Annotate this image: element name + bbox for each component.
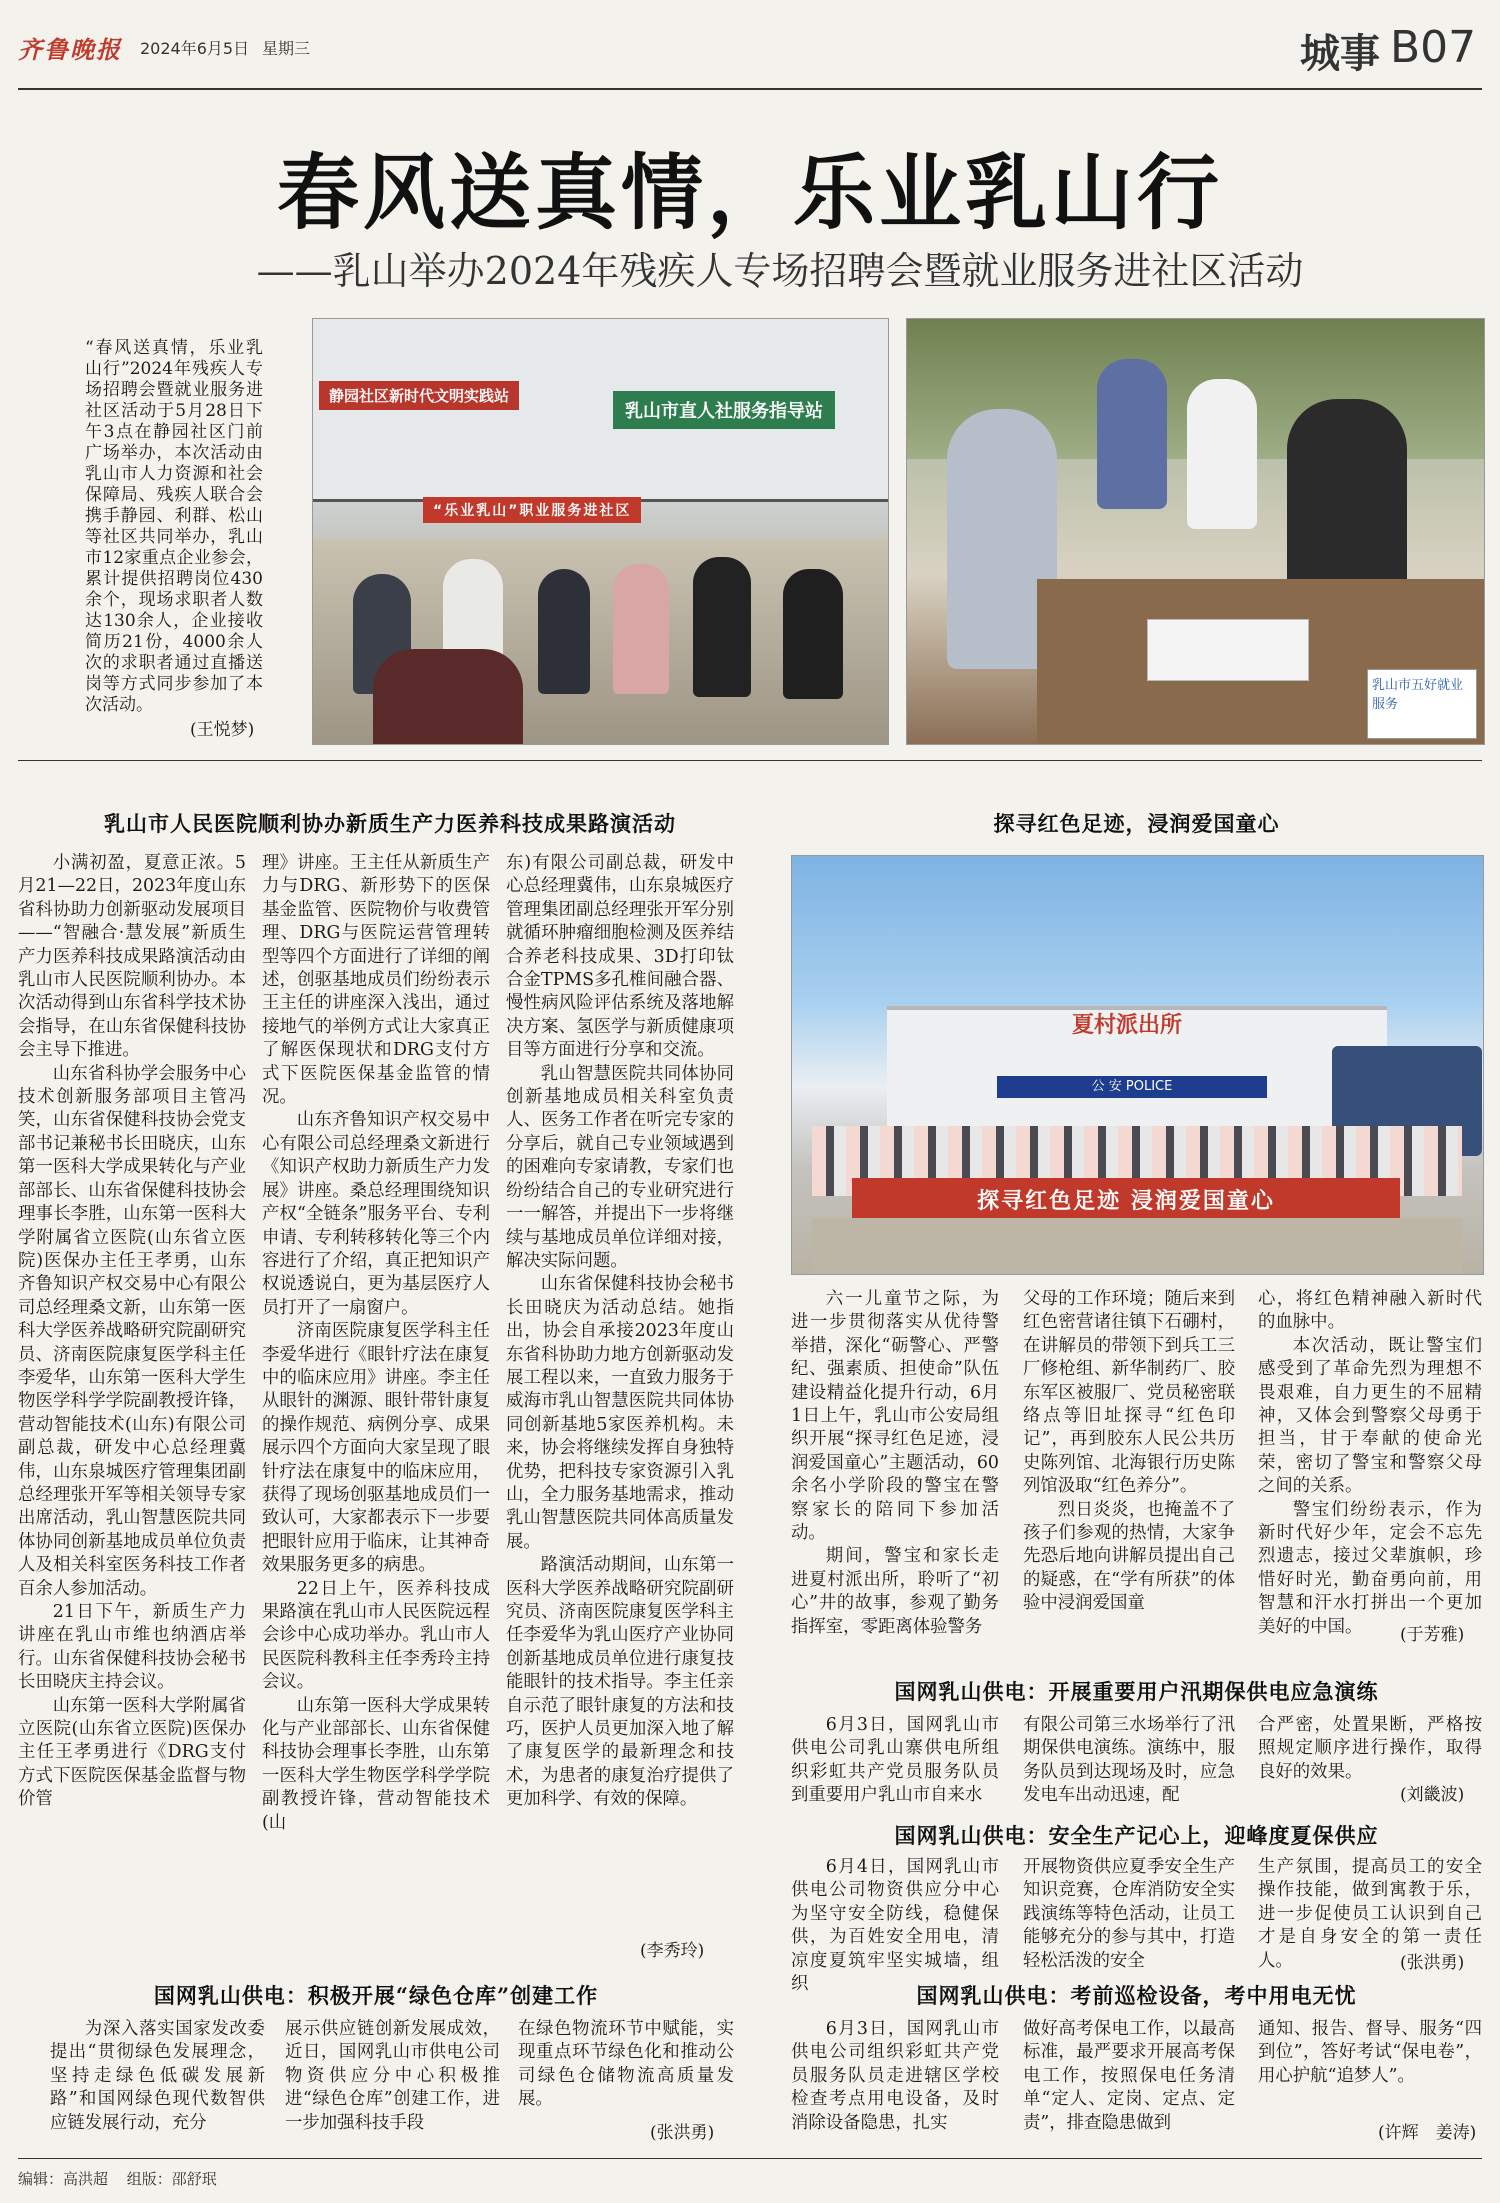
green-col-1 — [50, 2018, 265, 2138]
paragraph: 山东第一医科大学附属省立医院(山东省立医院)医保办主任王孝勇进行《DRG支付方式下医院医保基金监督与物价管 — [18, 1695, 246, 1810]
paragraph: 山东齐鲁知识产权交易中心有限公司总经理桑文新进行《知识产权助力新质生产力发展》讲座。桑总经理围绕知识产权“全链条”服务平台、专利申请、专利转移转化等三个内容进行了介绍，真正把知识产权说透说白，更为基层医疗人员打开了一扇窗户。 — [262, 1110, 490, 1318]
hospital-author: (李秀玲) — [640, 1941, 705, 1961]
paragraph: 山东第一医科大学成果转化与产业部部长、山东省保健科技协会理事长李胜，山东第一医科大学生物医学科学学院副教授许锋，营动智能技术(山 — [262, 1695, 490, 1833]
red-banner: 探寻红色足迹 浸润爱国童心 — [852, 1178, 1400, 1221]
event-banner: “乐业乳山”职业服务进社区 — [423, 497, 641, 523]
paragraph: 山东省保健科技协会秘书长田晓庆为活动总结。她指出，协会自承接2023年度山东省科协助力地方创新驱动发展工程以来，一直致力服务于威海市乳山智慧医院共同体协同创新基地5家医养机构。未来，协会将继续发挥自身独特优势，把科技专家资源引入乳山，全力服务基地需求，推动乳山智慧医院共同体高质量发展。 — [506, 1274, 734, 1552]
person-figure — [373, 649, 523, 744]
red-col-1 — [791, 1288, 999, 1648]
main-subhead: ——乳山举办2024年残疾人专场招聘会暨就业服务进社区活动 — [256, 249, 1304, 293]
person-figure — [1287, 399, 1407, 599]
exam-col-2 — [1023, 2018, 1235, 2138]
masthead-rule — [18, 88, 1482, 90]
page-number: B07 — [1390, 22, 1477, 73]
exam-col-3 — [1258, 2018, 1482, 2114]
booth-photo — [906, 318, 1485, 745]
paragraph: 理》讲座。王主任从新质生产力与DRG、新形势下的医保基金监管、医院物价与收费管理、DRG与医院运营管理转型等四个方面进行了详细的阐述，创驱基地成员们纷纷表示王主任的讲座深入浅出，通过接地气的举例方式让大家真正了解医保现状和DRG支付方式下医院医保基金监管的情况。 — [262, 853, 490, 1108]
paragraph: 有限公司第三水场举行了汛期保供电演练。演练中，服务队员到达现场及时，应急发电车出动迅速，配 — [1023, 1715, 1235, 1806]
paragraph: 为深入落实国家发改委提出“贯彻绿色发展理念，坚持走绿色低碳发展新路”和国网绿色现代数智供应链发展行动，充分 — [50, 2019, 265, 2133]
paragraph: 乳山智慧医院共同体协同创新基地成员相关科室负责人、医务工作者在听完专家的分享后，就自己专业领域遇到的困难向专家请教，专家们也纷纷结合自己的专业研究进行一一解答，并提出下一步将继续与基地成员单位详细对接，解决实际问题。 — [506, 1063, 734, 1271]
exam-author: (许辉 姜涛) — [1378, 2123, 1477, 2143]
person-figure — [1097, 359, 1167, 509]
hospital-col-1 — [18, 852, 246, 1952]
person-figure — [538, 569, 590, 694]
lead-paragraph: “春风送真情，乐业乳山行”2024年残疾人专场招聘会暨就业服务进社区活动于5月28日下午3点在静园社区门前广场举办，本次活动由乳山市人力资源和社会保障局、残疾人联合会携手静园、利群、松山等社区共同举办，乳山市12家重点企业参会，累计提供招聘岗位430余个，现场求职者人数达130余人，企业接收简历21份，4000余人次的求职者通过直播送岗等方式同步参加了本次活动。 — [85, 338, 263, 715]
person-figure — [693, 557, 751, 697]
station-sign: 夏村派出所 — [1072, 1013, 1183, 1038]
drill-col-3 — [1258, 1714, 1482, 1786]
issue-date: 2024年6月5日 — [140, 39, 250, 58]
safety-author: (张洪勇) — [1400, 1953, 1465, 1973]
exam-col-1 — [791, 2018, 999, 2138]
paragraph: 22日上午，医养科技成果路演在乳山市人民医院远程会诊中心成功举办。乳山市人民医院科教科主任李秀玲主持会议。 — [262, 1578, 490, 1693]
police-station-photo — [791, 855, 1484, 1275]
paragraph: 期间，警宝和家长走进夏村派出所，聆听了“初心”井的故事，参观了勤务指挥室，零距离体验警务 — [791, 1546, 999, 1637]
newspaper-logo: 齐鲁晚报 — [18, 35, 122, 64]
paragraph: 通知、报告、督导、服务“四到位”，答好考试“保电卷”，用心护航“追梦人”。 — [1258, 2019, 1482, 2086]
green-author: (张洪勇) — [650, 2123, 715, 2143]
footer-rule — [18, 2158, 1482, 2159]
red-author: (于芳雅) — [1400, 1625, 1465, 1645]
green-article-title: 国网乳山供电：积极开展“绿色仓库”创建工作 — [153, 1983, 599, 2008]
job-fair-photo — [312, 318, 889, 745]
paragraph: 生产氛围，提高员工的安全操作技能，做到寓教于乐，进一步促使员工认识到自己才是自身安全的第一责任人。 — [1258, 1857, 1482, 1971]
safety-col-2 — [1023, 1856, 1235, 1976]
person-figure — [613, 564, 669, 694]
paragraph: 本次活动，既让警宝们感受到了革命先烈为理想不畏艰难，自力更生的不屈精神，又体会到警察父母勇于担当，甘于奉献的使命光荣，密切了警宝和警察父母之间的关系。 — [1258, 1335, 1482, 1497]
green-col-3 — [518, 2018, 734, 2118]
issue-weekday: 星期三 — [262, 39, 311, 58]
red-col-3 — [1258, 1288, 1482, 1648]
paragraph: 6月4日，国网乳山市供电公司物资供应分中心为坚守安全防线，稳健保供，为百姓安全用电，清凉度夏筑牢坚实城墙，组织 — [791, 1857, 999, 1995]
table-card: 乳山市五好就业服务 — [1367, 669, 1477, 739]
paragraph: 警宝们纷纷表示，作为新时代好少年，定会不忘先烈遗志，接过父辈旗帜，珍惜好时光，勤奋勇向前，用智慧和汗水打拼出一个更加美好的中国。 — [1258, 1499, 1482, 1637]
person-figure — [1187, 379, 1257, 529]
drill-col-1 — [791, 1714, 999, 1810]
police-label: 公 安 POLICE — [997, 1076, 1267, 1098]
main-headline: 春风送真情，乐业乳山行 — [276, 145, 1223, 241]
red-article-title: 探寻红色足迹，浸润爱国童心 — [993, 811, 1280, 836]
paragraph: 展示供应链创新发展成效，近日，国网乳山市供电公司物资供应分中心积极推进“绿色仓库”创建工作，进一步加强科技手段 — [285, 2019, 500, 2133]
layout-credit: 组版：邵舒珉 — [126, 2170, 217, 2188]
paragraph: 合严密，处置果断，严格按照规定顺序进行操作，取得良好的效果。 — [1258, 1715, 1482, 1782]
drill-author: (刘畿波) — [1400, 1785, 1465, 1805]
leaflets — [1147, 619, 1309, 681]
safety-col-1 — [791, 1856, 999, 1995]
editor-credit: 编辑：高洪超 — [18, 2170, 109, 2188]
drill-col-2 — [1023, 1714, 1235, 1810]
person-figure — [783, 569, 843, 699]
ground — [812, 1218, 1462, 1274]
paragraph: 6月3日，国网乳山市供电公司组织彩虹共产党员服务队员走进辖区学校检查考点用电设备，及时消除设备隐患，扎实 — [791, 2019, 999, 2133]
section-name: 城事 — [1300, 30, 1380, 77]
paragraph: 父母的工作环境；随后来到红色密营诸往镇下石硼村，在讲解员的带领下到兵工三厂修枪组、新华制药厂、胶东军区被服厂、党员秘密联络点等旧址探寻“红色印记”，再到胶东人民公共历史陈列馆、北海银行历史陈列馆汲取“红色养分”。 — [1023, 1289, 1235, 1497]
green-col-2 — [285, 2018, 500, 2138]
paragraph: 烈日炎炎，也掩盖不了孩子们参观的热情，大家争先恐后地向讲解员提出自己的疑惑，在“学有所获”的体验中浸润爱国童 — [1023, 1499, 1235, 1614]
paragraph: 山东省科协学会服务中心技术创新服务部项目主管冯笑，山东省保健科技协会党支部书记兼秘书长田晓庆，山东第一医科大学成果转化与产业部部长、山东省保健科技协会理事长李胜，山东第一医科大学附属省立医院(山东省立医院)医保办主任王孝勇，山东齐鲁知识产权交易中心有限公司总经理桑文新，山东第一医科大学医养战略研究院副研究员、济南医院康复医学科主任李爱华，山东第一医科大学生物医学科学学院副教授许锋，营动智能技术(山东)有限公司副总裁，研发中心总经理冀伟，山东泉城医疗管理集团副总经理张开军等相关领导专家出席活动，乳山智慧医院共同体协同创新基地成员单位负责人及相关科室医务科技工作者百余人参加活动。 — [18, 1063, 246, 1599]
hospital-col-3 — [506, 852, 734, 1932]
paragraph: 开展物资供应夏季安全生产知识竞赛，仓库消防安全实践演练等特色活动，让员工能够充分的参与其中，打造轻松活泼的安全 — [1023, 1857, 1235, 1971]
paragraph: 21日下午，新质生产力讲座在乳山市维也纳酒店举行。山东省保健科技协会秘书长田晓庆主持会议。 — [18, 1602, 246, 1693]
paragraph: 做好高考保电工作，以最高标准，最严要求开展高考保电工作，按照保电任务清单“定人、定岗、定点、定责”，排查隐患做到 — [1023, 2019, 1235, 2133]
paragraph: 东)有限公司副总裁，研发中心总经理冀伟，山东泉城医疗管理集团副总经理张开军分别就循环肿瘤细胞检测及医养结合养老科技成果、3D打印钛合金TPMS多孔椎间融合器、慢性病风险评估系统及落地解决方案、氢医学与新质健康项目等方面进行分享和交流。 — [506, 853, 734, 1061]
lead-author: (王悦梦) — [190, 720, 255, 740]
section-divider — [18, 760, 1482, 761]
paragraph: 在绿色物流环节中赋能，实现重点环节绿色化和推动公司绿色仓储物流高质量发展。 — [518, 2019, 734, 2110]
hospital-article-title: 乳山市人民医院顺利协办新质生产力医养科技成果路演活动 — [104, 811, 676, 836]
community-sign: 静园社区新时代文明实践站 — [319, 381, 519, 410]
exam-article-title: 国网乳山供电：考前巡检设备，考中用电无忧 — [916, 1983, 1357, 2008]
paragraph: 小满初盈，夏意正浓。5月21—22日，2023年度山东省科协助力创新驱动发展项目——“智融合·慧发展”新质生产力医养科技成果路演活动由乳山市人民医院顺利协办。本次活动得到山东省科学技术协会指导，在山东省保健科技协会主导下推进。 — [18, 853, 246, 1061]
hospital-col-2 — [262, 852, 490, 1952]
paragraph: 心，将红色精神融入新时代的血脉中。 — [1258, 1289, 1482, 1333]
paragraph: 6月3日，国网乳山市供电公司乳山寨供电所组织彩虹共产党员服务队员到重要用户乳山市自来水 — [791, 1715, 999, 1806]
paragraph: 六一儿童节之际，为进一步贯彻落实从优待警举措，深化“砺警心、严警纪、强素质、担使命”队伍建设精益化提升行动，6月1日上午，乳山市公安局组织开展“探寻红色足迹，浸润爱国童心”主题活动，60余名小学阶段的警宝在警察家长的陪同下参加活动。 — [791, 1289, 999, 1544]
paragraph: 济南医院康复医学科主任李爱华进行《眼针疗法在康复中的临床应用》讲座。李主任从眼针的渊源、眼针带针康复的操作规范、病例分享、成果展示四个方面向大家呈现了眼针疗法在康复中的临床应用，获得了现场创驱基地成员们一致认可，大家都表示下一步要把眼针应用于临床，让其神奇效果服务更多的病患。 — [262, 1321, 490, 1576]
safety-article-title: 国网乳山供电：安全生产记心上，迎峰度夏保供应 — [894, 1823, 1379, 1848]
footer-credits — [18, 2168, 217, 2189]
red-col-2 — [1023, 1288, 1235, 1648]
drill-article-title: 国网乳山供电：开展重要用户汛期保供电应急演练 — [894, 1679, 1379, 1704]
paragraph: 路演活动期间，山东第一医科大学医养战略研究院副研究员、济南医院康复医学科主任李爱华为乳山医疗产业协同创新基地成员单位进行康复技能眼针的技术指导。李主任亲自示范了眼针康复的方法和技巧，医护人员更加深入地了解了康复医学的最新理念和技术，为患者的康复治疗提供了更加科学、有效的保障。 — [506, 1555, 734, 1810]
service-station-sign: 乳山市直人社服务指导站 — [613, 391, 835, 429]
